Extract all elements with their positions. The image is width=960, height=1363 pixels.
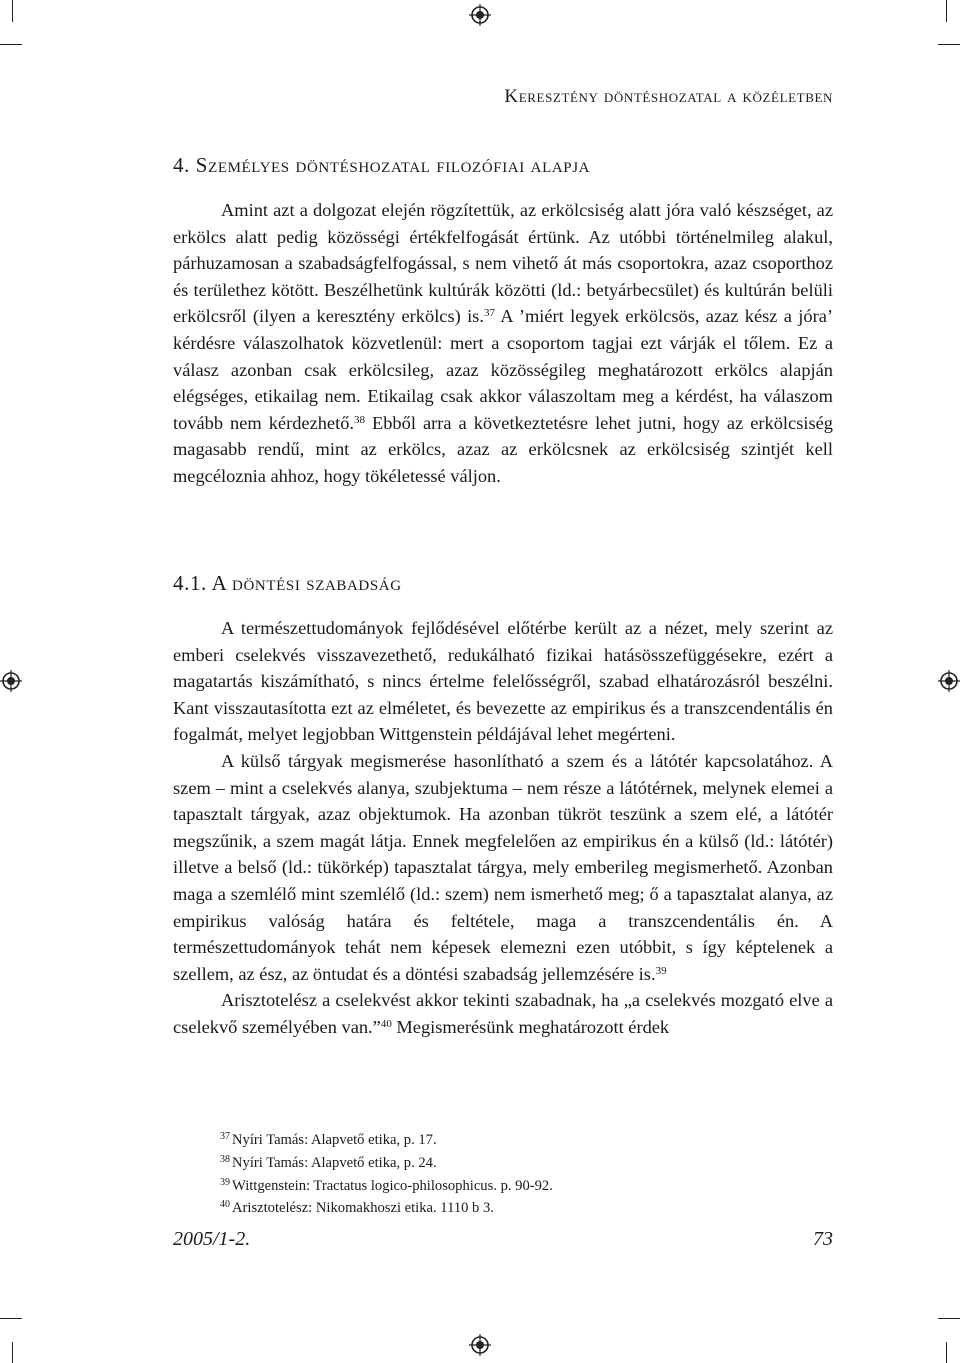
- crop-mark-top-right: [946, 0, 947, 22]
- paragraph: [173, 615, 833, 748]
- paragraph-text: A természettudományok fejlődésével előtérbe került az a nézet, mely szerint az emberi cselekvés visszavezethető, redukálható fizikai hatásösszefüggésekre, ezért a magatartás kiszámítható, s nincs értelme felelősségről, szabad elhatározásról beszélni. Kant visszautasította ezt az elméletet, és bevezette az empirikus és a transzcendentális én fogalmát, melyet legjobban Wittgenstein példájával lehet megérteni.: [173, 618, 833, 745]
- paragraph-text: Ebből arra a következtetésre lehet jutni, hogy az erkölcsiség magasabb rendű, mint az erkölcs, azaz az erkölcsnek az erkölcsiség szintjét kell megcéloznia ahhoz, hogy tökéletessé váljon.: [173, 412, 833, 486]
- footnote-number: 38: [220, 1153, 230, 1165]
- registration-mark-top-icon: [469, 4, 491, 26]
- crop-mark-bottom-right: [946, 1342, 947, 1363]
- footnote-text: Arisztotelész: Nikomakhoszi etika. 1110 b 3.: [232, 1200, 494, 1217]
- paragraph-text: Megismerésünk meghatározott érdek: [391, 1016, 670, 1037]
- registration-mark-right-icon: [938, 670, 960, 692]
- footnote-text: Wittgenstein: Tractatus logico-philosophicus. p. 90-92.: [232, 1177, 553, 1194]
- paragraph: [173, 987, 833, 1040]
- paragraph: [173, 197, 833, 490]
- footnote-number: 37: [220, 1131, 230, 1142]
- footnote-number: 40: [220, 1199, 230, 1211]
- paragraph: [173, 748, 833, 987]
- subsection-heading: 4.1. A döntési szabadság: [173, 571, 402, 595]
- paragraph-text: A külső tárgyak megismerése hasonlítható a szem és a látótér kapcsolatához. A szem – mint a cselekvés alanya, szubjektuma – nem része a látótérnek, melynek elemei a tapasztalt tárgyak, azaz objektumok. Ha azonban tükröt teszünk a szem elé, a látótér megszűnik, a szem magát látja. Ennek megfelelően az empirikus én a külső (ld.: látótér) illetve a belső (ld.: tükörkép) tapasztalat tárgya, mely emberileg megismerhető. Azonban maga a szemlélő mint szemlélő (ld.: szem) nem ismerhető meg; ő a tapasztalat alanya, az empirikus valóság határa és feltétele, maga a transzcendentális én. A természettudományok tehát nem képesek elemezni ezen utóbbit, s így képtelenek a szellem, az ész, az öntudat és a döntési szabadság jellemzésére is.: [173, 750, 833, 984]
- registration-mark-left-icon: [0, 670, 22, 692]
- page-number: 73: [813, 1228, 833, 1250]
- crop-mark-top-left-h: [0, 44, 22, 45]
- footnote-ref: 37: [483, 307, 495, 320]
- section-body: [173, 197, 833, 490]
- footnote: [220, 1197, 780, 1220]
- footnote-ref: 40: [380, 1017, 392, 1030]
- footnote-ref: 38: [354, 413, 365, 426]
- crop-mark-bottom-right-h: [938, 1318, 960, 1319]
- footnote-ref: 39: [655, 964, 667, 977]
- subsection-body: [173, 615, 833, 1041]
- crop-mark-bottom-left: [12, 1342, 13, 1363]
- footnotes: [220, 1129, 780, 1220]
- crop-mark-bottom-left-h: [0, 1318, 22, 1319]
- footnote: [220, 1175, 780, 1198]
- running-head: Keresztény döntéshozatal a közéletben: [504, 86, 833, 107]
- registration-mark-bottom-icon: [469, 1334, 491, 1356]
- paragraph-text: A ’miért legyek erkölcsös, azaz kész a jóra’ kérdésre válaszolhatok közvetlenül: mert a csoportom tagjai ezt várják el tőlem. Ez a válasz azonban csak erkölcsileg, azaz közösségileg meghatározott erkölcs alapján elégséges, etikailag nem. Etikailag csak akkor válaszoltam meg a kérdést, ha válaszom tovább nem kérdezhető.: [173, 306, 833, 433]
- footnote-text: Nyíri Tamás: Alapvető etika, p. 17.: [232, 1132, 437, 1148]
- crop-mark-top-left: [12, 0, 13, 22]
- footnote-number: 39: [220, 1176, 230, 1188]
- paragraph-text: Arisztotelész a cselekvést akkor tekinti szabadnak, ha „a cselekvés mozgató elve a cselekvő személyében van.”: [173, 990, 833, 1037]
- footnote: [220, 1152, 780, 1175]
- crop-mark-top-right-h: [938, 44, 960, 45]
- section-heading: 4. Személyes döntéshozatal filozófiai alapja: [173, 153, 591, 177]
- paragraph-text: Amint azt a dolgozat elején rögzítettük, az erkölcsiség alatt jóra való készséget, az erkölcs alatt pedig közösségi értékfelfogását értünk. Az utóbbi történelmileg alakul, párhuzamosan a szabadságfelfogással, s nem vihető át más csoportokra, azaz csoporthoz és területhez kötött. Beszélhetünk kultúrák közötti (ld.: betyárbecsület) és kultúrán belüli erkölcsről (ilyen a keresztény erkölcs) is.: [173, 200, 833, 327]
- footnote-text: Nyíri Tamás: Alapvető etika, p. 24.: [232, 1154, 437, 1171]
- issue-number: 2005/1-2.: [173, 1228, 251, 1250]
- footnote: [220, 1129, 780, 1152]
